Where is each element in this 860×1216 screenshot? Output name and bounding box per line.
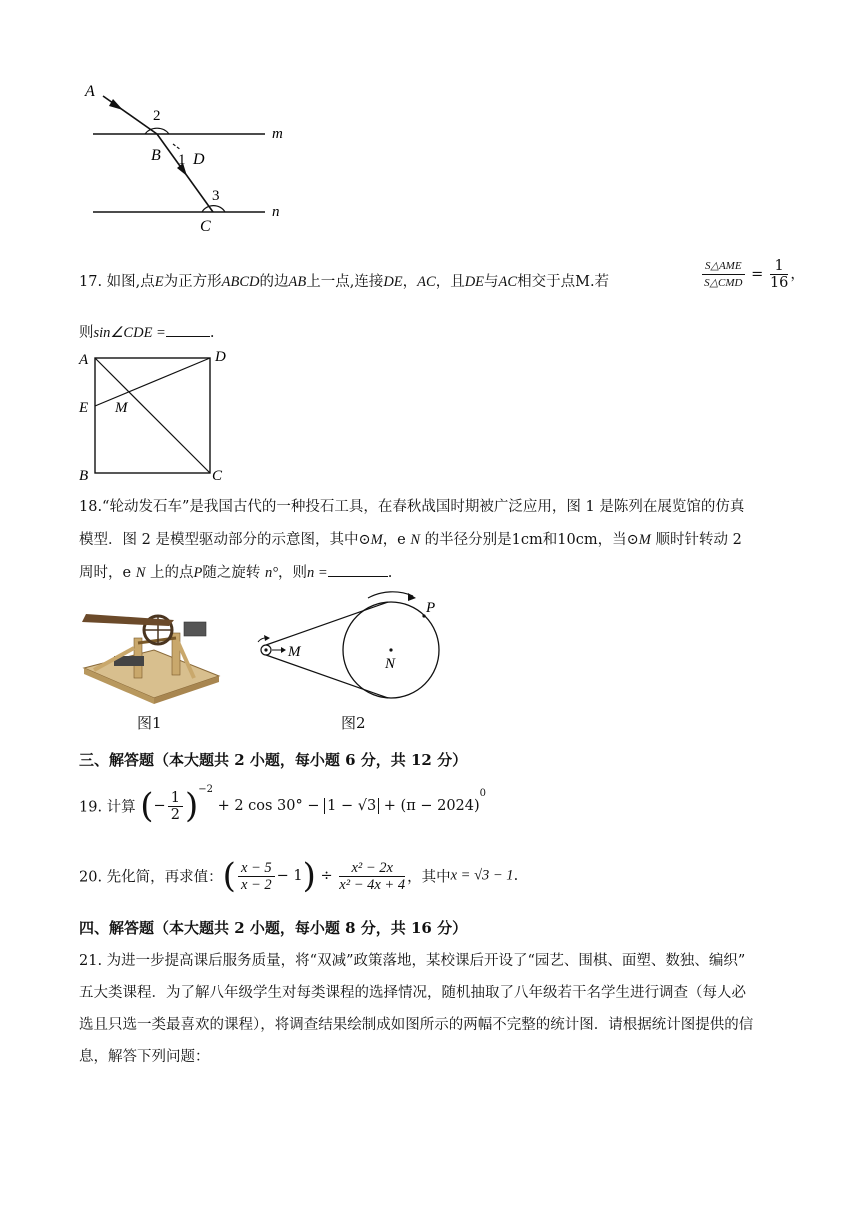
- q18-line2: 模型．图 2 是模型驱动部分的示意图，其中⊙M，e N 的半径分别是1cm和10cm，当⊙M 顺时针转动 2: [79, 532, 742, 548]
- q21-line4: 息，解答下列问题：: [79, 1049, 210, 1065]
- label-angle-3: 3: [212, 188, 220, 204]
- q18-line1: 18.“轮动发石车”是我国古代的一种投石工具，在春秋战国时期被广泛应用，图 1 是陈列在展览馆的仿真: [79, 499, 745, 515]
- q17-ratio: $\frac{\text{S△AME}}{\text{S△CMD}}$ = $\frac{1}{16}$ ，: [700, 258, 805, 291]
- section-3-header: 三、解答题（本大题共 2 小题，每小题 6 分，共 12 分）: [79, 751, 468, 769]
- q21-line3: 选且只选一类最喜欢的课程），将调查结果绘制成如图所示的两幅不完整的统计图．请根据统计图提供的信: [79, 1017, 754, 1033]
- sq-label-C: C: [212, 468, 223, 484]
- label-B: B: [151, 147, 161, 164]
- answer-blank-18: [328, 562, 388, 577]
- catapult-model-image: [74, 598, 224, 708]
- label-C: C: [200, 218, 211, 235]
- sq-label-D: D: [215, 349, 226, 365]
- q17-line1: 17. 如图,点E为正方形ABCD的边AB上一点,连接DE，AC，且DE与AC相交于点M.若: [79, 274, 610, 290]
- label-n: n: [272, 204, 280, 220]
- figure-2-caption: 图2: [341, 714, 366, 732]
- label-A: A: [85, 83, 95, 100]
- label-m: m: [272, 126, 283, 142]
- label-angle-2: 2: [153, 108, 161, 124]
- section-4-header: 四、解答题（本大题共 2 小题，每小题 8 分，共 16 分）: [79, 919, 468, 937]
- sq-label-B: B: [79, 468, 89, 484]
- belt-drive-diagram: [248, 590, 448, 710]
- fig2-label-N: N: [385, 656, 396, 672]
- sq-label-E: E: [79, 400, 89, 416]
- q21-line1: 21. 为进一步提高课后服务质量，将“双减”政策落地，某校课后开设了“园艺、围棋、面塑、数独、编织”: [79, 953, 746, 969]
- q18-line3: 周时，e N 上的点P随之旋转 n°，则n = .: [79, 562, 392, 583]
- sq-label-M: M: [115, 400, 128, 416]
- answer-blank-17: [166, 322, 210, 337]
- sq-label-A: A: [79, 352, 89, 368]
- fig2-label-P: P: [426, 600, 436, 616]
- figure-1-caption: 图1: [137, 714, 162, 732]
- square-figure: [75, 346, 235, 484]
- label-angle-1: 1: [178, 152, 186, 168]
- q20: 20. 先化简，再求值：( $\frac{x - 5}{x - 2}$ − 1) ÷ $\frac{\text{x² − 2x}}{\text{x² − 4x + 4}}$ ，其中x = √3 − 1.: [79, 856, 519, 896]
- q17-line2: 则sin∠CDE = .: [79, 322, 214, 343]
- label-D: D: [193, 151, 205, 168]
- q19: 19. 计算 (− $\frac{1}{2}$ )$^{-2}$ + 2 $\cos 30^\circ - 1 - √3 + (\pi - 2024)^0$: [79, 784, 487, 826]
- parallel-lines-figure: [75, 78, 305, 238]
- q21-line2: 五大类课程．为了解八年级学生对每类课程的选择情况，随机抽取了八年级若干名学生进行调查（每人必: [79, 985, 746, 1001]
- fig2-label-M: M: [288, 644, 301, 660]
